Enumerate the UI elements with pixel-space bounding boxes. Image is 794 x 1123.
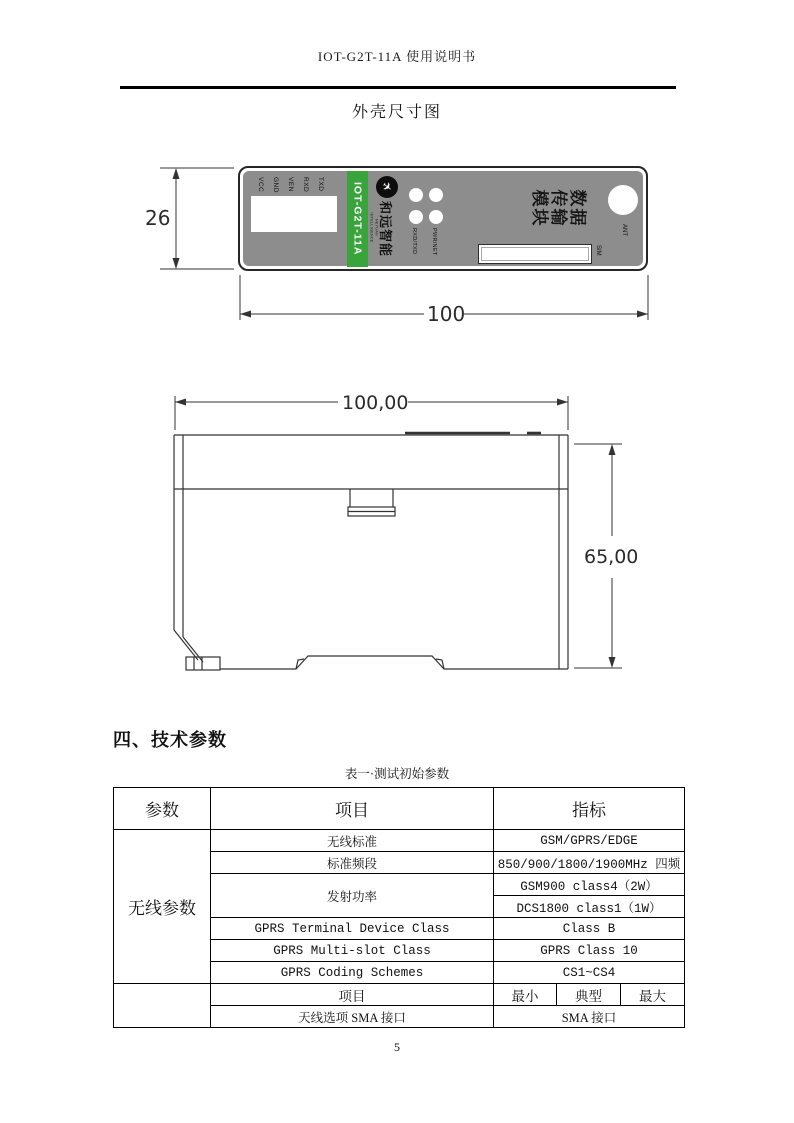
cell-item: 无线标准 bbox=[211, 830, 494, 852]
terminal-label-ven: VEN bbox=[287, 177, 294, 192]
antenna-label: ANT bbox=[621, 224, 627, 236]
cell-item: GPRS Multi-slot Class bbox=[211, 940, 494, 962]
led-label-rxdtxd: RXD/TXD bbox=[411, 228, 417, 255]
subheader-typ: 典型 bbox=[557, 984, 621, 1006]
group-cell-wireless: 无线参数 bbox=[114, 830, 211, 984]
cell-item: GPRS Terminal Device Class bbox=[211, 918, 494, 940]
cell-value: Class B bbox=[494, 918, 685, 940]
module-name-line: 数据 bbox=[568, 189, 587, 228]
table-row bbox=[114, 830, 685, 852]
parameters-table bbox=[113, 787, 685, 1028]
dim-label-6500: 65,00 bbox=[584, 546, 639, 568]
table-header-row bbox=[114, 788, 685, 830]
cell-item: 天线选项 SMA 接口 bbox=[211, 1006, 494, 1028]
subheader-max: 最大 bbox=[621, 984, 685, 1006]
led-label-pwrnet: PWR/NET bbox=[431, 228, 437, 256]
brand-name: 和远智能 bbox=[378, 201, 393, 258]
terminal-label-gnd: GND bbox=[272, 177, 279, 193]
led-indicator bbox=[429, 188, 443, 202]
subheader-item: 项目 bbox=[211, 984, 494, 1006]
column-header-item: 项目 bbox=[211, 788, 494, 830]
led-indicator bbox=[429, 210, 443, 224]
cell-item: 标准频段 bbox=[211, 852, 494, 874]
antenna-hole bbox=[608, 185, 638, 215]
terminal-label-txd: TXD bbox=[317, 177, 324, 192]
cell-item: GPRS Coding Schemes bbox=[211, 962, 494, 984]
brand-subtitle: HEYUAN INTELLIGENCE bbox=[369, 212, 379, 243]
figure-title: 外壳尺寸图 bbox=[351, 104, 442, 121]
model-label: IOT-G2T-11A bbox=[351, 182, 364, 256]
cell-value: CS1~CS4 bbox=[494, 962, 685, 984]
cell-value: GSM900 class4（2W） bbox=[494, 874, 685, 896]
column-header-index: 指标 bbox=[494, 788, 685, 830]
brand-logo-icon bbox=[376, 176, 398, 198]
cell-value: SMA 接口 bbox=[494, 1006, 685, 1028]
column-header-param: 参数 bbox=[114, 788, 211, 830]
cell-value: 850/900/1800/1900MHz 四频 bbox=[494, 852, 685, 874]
side-view-drawing bbox=[150, 385, 650, 685]
page-number: 5 bbox=[394, 1040, 400, 1054]
dimension-height-26 bbox=[160, 168, 234, 269]
dim-label-10000: 100,00 bbox=[342, 392, 409, 414]
table-subheader-row bbox=[114, 984, 685, 1006]
module-name-line: 模块 bbox=[530, 189, 549, 228]
section-heading: 四、技术参数 bbox=[113, 730, 227, 750]
cell-value: DCS1800 class1（1W） bbox=[494, 896, 685, 918]
sim-label: SIM bbox=[595, 245, 601, 256]
terminal-label-vcc: VCC bbox=[257, 177, 264, 193]
enclosure-outline bbox=[174, 433, 568, 670]
module-name-line: 传输 bbox=[549, 189, 568, 228]
table-caption: 表一·测试初始参数 bbox=[344, 767, 450, 781]
led-indicator bbox=[409, 188, 423, 202]
sim-slot bbox=[478, 244, 592, 264]
group-cell-empty bbox=[114, 984, 211, 1028]
header-rule bbox=[120, 86, 676, 89]
cell-item: 发射功率 bbox=[211, 874, 494, 918]
cell-value: GPRS Class 10 bbox=[494, 940, 685, 962]
dim-label-26: 26 bbox=[145, 206, 171, 230]
document-header-title: IOT-G2T-11A 使用说明书 bbox=[317, 49, 477, 64]
module-name-text bbox=[530, 189, 587, 228]
led-indicator bbox=[409, 210, 423, 224]
terminal-block bbox=[251, 196, 337, 232]
cell-value: GSM/GPRS/EDGE bbox=[494, 830, 685, 852]
bird-glyph: ✈ bbox=[378, 178, 396, 196]
front-panel-drawing bbox=[238, 166, 648, 271]
subheader-min: 最小 bbox=[494, 984, 557, 1006]
front-panel-face bbox=[243, 171, 643, 266]
terminal-label-rxd: RXD bbox=[302, 177, 309, 193]
dim-label-100: 100 bbox=[427, 302, 466, 326]
model-strip bbox=[347, 171, 368, 267]
